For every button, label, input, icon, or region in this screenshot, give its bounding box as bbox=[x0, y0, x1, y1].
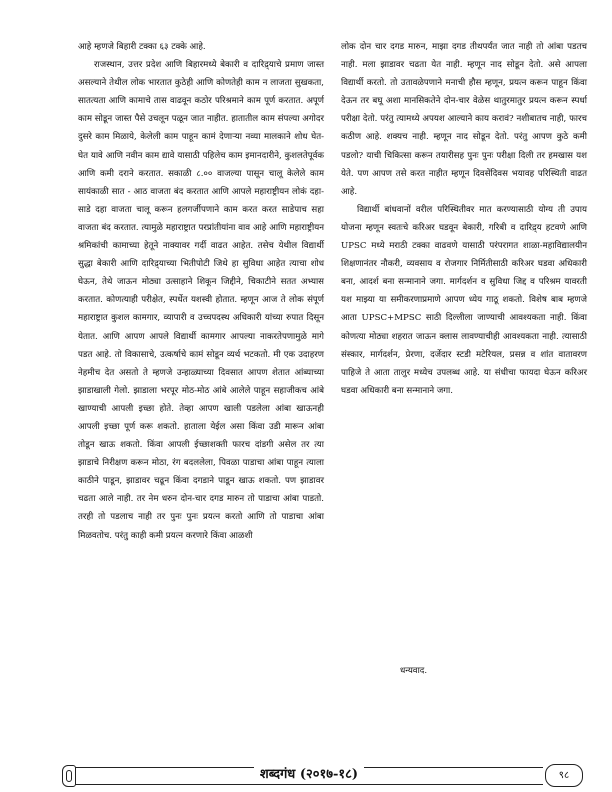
closing-thanks: धन्यवाद. bbox=[400, 666, 428, 676]
left-column bbox=[78, 38, 324, 545]
footer-title bbox=[75, 765, 543, 785]
paragraph-right-1: लोक दोन चार दगड मारुन, माझा दगड तीथपर्यंत जात नाही तो आंबा पडतच नाही. मला झाडावर चढता येत नाही. म्हणून नाद सोडून देतो. असे आपला विद्यार्थी करतो. तो उतावळेपणाने मनाची हौस म्हणून, प्रयत्न करून पाहून किंवा देऊन तर बघू अशा मानसिकतेने दोन-चार वेळेस थातुरमातुर प्रयत्न करून स्पर्धा परीक्षा देतो. परंतु त्यामध्ये अपयश आल्याने काय करावं? नशीबातच नाही, फारच कठीण आहे. शक्यच नाही. म्हणून नाद सोडून देतो. परंतु आपण कुठे कमी पडलो? याची चिकित्सा करून तयारीसह पुनः पुनः परीक्षा दिली तर हमखास यश येते. पण आपण तसे करत नाहीत म्हणून दिवसेंदिवस भयावह परिस्थिती वाढत आहे. bbox=[341, 42, 587, 197]
scroll-ornament-icon bbox=[62, 765, 76, 787]
paragraph-left-2: राजस्थान, उत्तर प्रदेश आणि बिहारमध्ये बेकारी व दारिद्र्याचे प्रमाण जास्त असल्याने तेथील लोक भारतात कुठेही आणि कोणतेही काम न लाजता सुखकता, सातत्यता आणि कामाचे तास वाढवून कठोर परिश्रमाने काम पूर्ण करतात. अपूर्ण काम सोडून जास्त पैसे उचलून पळून जात नाहीत. हातातील काम संपल्या अगोदर दुसरे काम मिळाये, केलेली काम पाहून कामं देणाऱ्या नव्या मालकाने शोध घेत-घेत यावे आणि नवीन काम द्यावे यासाठी पहिलेच काम इमानदारीने, कुशलतेपूर्वक आणि कमी दराने करतात. सकाळी ८.०० वाजल्या पासून चालू केलेले काम सायंकाळी सात - आठ वाजता बंद करतात आणि आपले महाराष्ट्रीयन लोकं दहा-साडे दहा वाजता चालू करून हलगर्जीपणाने काम करत करत साडेपाच सहा वाजता बंद करतात. त्यामुळे महाराष्ट्रात परप्रांतीयांना वाव आहे आणि महाराष्ट्रीयन श्रमिकांची कामाच्या हेतूने नाक्यावर गर्दी वाढत आहेत. तसेच येथील विद्यार्थी सुद्धा बेकारी आणि दारिद्र्याच्या भितीपोटी जिथे हा सुविधा आहेत त्याचा शोध घेऊन, तेथे जाऊन मोठ्या उत्साहाने शिकून जिद्दीने, चिकाटीने सतत अभ्यास करतात. कोणत्याही परीक्षेत, स्पर्धेत यशस्वी होतात. म्हणून आज ते लोक संपूर्ण महाराष्ट्रात कुशल कामगार, व्यापारी व उच्चपदस्थ अधिकारी यांच्या रुपात दिसून येतात. आणि आपण आपले विद्यार्थी कामगार आपल्या नाकरतेपणामुळे मागे पडत आहे. तो विकासाचे, उत्कर्षाचे कामं सोडून व्यर्थ भटकतो. मी एक उदाहरण नेहमीच देत असतो ते म्हणजे उन्हाळ्याच्या दिवसात आपण शेतात आंब्याच्या झाडाखाली गेलो. झाडाला भरपूर मोठ-मोठ आंबे आलेले पाहून सहाजीकच आंबे खाण्याची आपली इच्छा होते. तेव्हा आपण खाली पडलेला आंबा खाऊनही आपली इच्छा पूर्ण करू शकतो. हाताला येईल असा किंवा उडी मारून आंबा तोडून खाऊ शकतो. किंवा आपली ईच्छाशक्ती फारच दांडगी असेल तर त्या झाडाचे निरीक्षण करून मोठा, रंग बदललेला, पिवळा पाडाचा आंबा पाहून त्याला काठीने पाडून, झाडावर चढून किंवा दगडाने पाडून खाऊ शकतो. पण झाडावर चढता आले नाही. तर नेम धरुन दोन-चार दगड मारुन तो पाडाचा आंबा पाडतो. तरही तो पडलाच नाही तर पुनः पुनः प्रयत्न करतो आणि तो पाडाचा आंबा मिळवतोच. परंतु काही कमी प्रयत्न करणारे किंवा आळशी bbox=[78, 60, 324, 541]
page-footer bbox=[62, 764, 587, 788]
page-number: ९८ bbox=[545, 764, 583, 787]
right-column bbox=[341, 38, 587, 400]
paragraph-right-2: विद्यार्थी बांधवानों वरील परिस्थितीवर मात करण्यासाठी योग्य ती उपाय योजना म्हणून स्वतःचे करिअर घडवून बेकारी, गरिबी व दारिद्र्य हटवणे आणि UPSC मध्ये मराठी टक्का वाढवणे यासाठी परंपरागत शाळा-महाविद्यालयीन शिक्षणानंतर नौकरी, व्यवसाय व रोजगार निर्मितीसाठी करिअर घडवा अधिकारी बना, आदर्श बना सन्मानाने जगा. मार्गदर्शन व सुविधा जिद्द व परिश्रम यावरती यश माझ्या या समीकरणाप्रमाणे आपण ध्येय गाठू शकतो. विशेष बाब म्हणजे आता UPSC+MPSC साठी दिल्लीला जाण्याची आवश्यकता नाही. किंवा कोणत्या मोठ्या शहरात जाऊन क्लास लावण्याचीही आवश्यकता नाही. त्यासाठी संस्कार, मार्गदर्शन, प्रेरणा, दर्जेदार स्टडी मटेरियल, प्रसन्न व शांत वातावरण पाहिजे ते आता तालुर मध्येच उपलब्ध आहे. या संधीचा फायदा घेऊन करिअर घडवा अधिकारी बना सन्मानाने जगा. bbox=[341, 204, 587, 396]
paragraph-left-1: आहे म्हणजे बिहारी टक्का ६३ टक्के आहे. bbox=[78, 42, 206, 52]
footer-title-text: शब्दगंध (२०१७-१८) bbox=[254, 767, 364, 782]
